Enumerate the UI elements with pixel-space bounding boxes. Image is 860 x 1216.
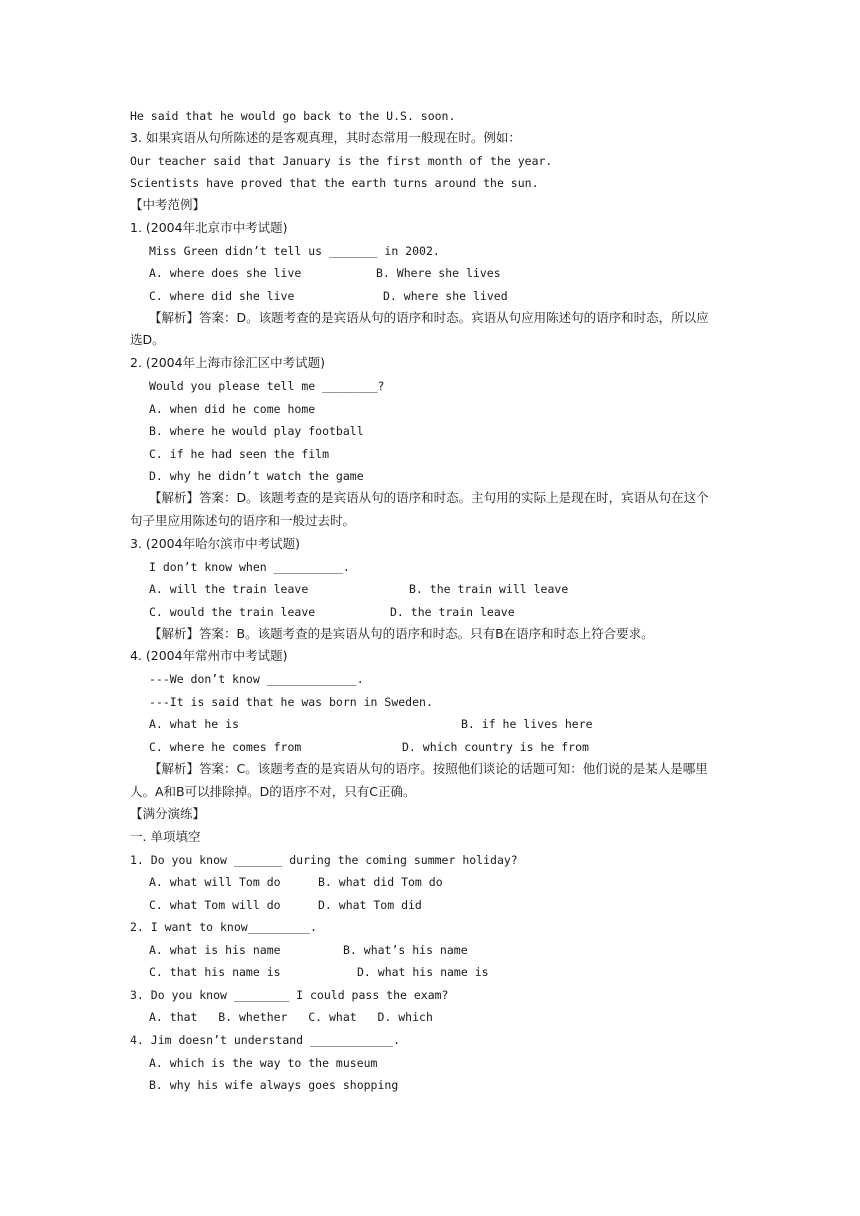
- option-b: B. what did Tom do: [318, 875, 443, 889]
- option-b: B. Where she lives: [376, 266, 501, 280]
- option-a: A. what is his name: [149, 943, 281, 957]
- dialogue-line: ---It is said that he was born in Sweden.: [149, 695, 433, 709]
- answer-analysis-cont: 选D。: [130, 332, 165, 347]
- answer-analysis: 【解析】答案：D。该题考查的是宾语从句的语序和时态。主句用的实际上是现在时，宾语从句在这个: [149, 490, 709, 505]
- option-c: C. that his name is: [149, 965, 281, 979]
- question-source: 4. (2004年常州市中考试题): [130, 648, 288, 663]
- option-a: A. what will Tom do: [149, 875, 281, 889]
- question-stem: 2. I want to know_________.: [130, 920, 317, 934]
- options-row: A. that B. whether C. what D. which: [149, 1010, 433, 1024]
- dialogue-line: ---We don’t know _____________.: [149, 672, 364, 686]
- answer-analysis: 【解析】答案：C。该题考查的是宾语从句的语序。按照他们谈论的话题可知：他们说的是某人是哪里: [149, 761, 708, 776]
- option-a: A. will the train leave: [149, 582, 309, 596]
- option-d: D. why he didn’t watch the game: [149, 469, 364, 483]
- question-stem: I don’t know when __________.: [149, 560, 350, 574]
- example-sentence: Scientists have proved that the earth turns around the sun.: [130, 176, 539, 190]
- question-stem: 4. Jim doesn’t understand ____________.: [130, 1033, 401, 1047]
- option-d: D. what Tom did: [318, 898, 422, 912]
- answer-analysis: 【解析】答案：B。该题考查的是宾语从句的语序和时态。只有B在语序和时态上符合要求。: [149, 626, 654, 641]
- option-c: C. where he comes from: [149, 740, 302, 754]
- option-d: D. where she lived: [383, 289, 508, 303]
- option-d: D. the train leave: [390, 605, 515, 619]
- example-sentence: Our teacher said that January is the first month of the year.: [130, 154, 553, 168]
- question-stem: Would you please tell me ________?: [149, 379, 385, 393]
- example-sentence: He said that he would go back to the U.S. soon.: [130, 109, 456, 123]
- option-b: B. the train will leave: [409, 582, 569, 596]
- section-heading-practice: 【满分演练】: [130, 806, 206, 821]
- option-b: B. what’s his name: [343, 943, 468, 957]
- question-source: 2. (2004年上海市徐汇区中考试题): [130, 355, 325, 370]
- grammar-rule-3: 3. 如果宾语从句所陈述的是客观真理，其时态常用一般现在时。例如：: [130, 130, 521, 145]
- answer-analysis: 【解析】答案：D。该题考查的是宾语从句的语序和时态。宾语从句应用陈述句的语序和时态，所以应: [149, 310, 709, 325]
- option-b: B. where he would play football: [149, 424, 364, 438]
- subheading-multiple-choice: 一. 单项填空: [130, 829, 201, 844]
- question-stem: 3. Do you know ________ I could pass the exam?: [130, 988, 449, 1002]
- option-c: C. what Tom will do: [149, 898, 281, 912]
- option-d: D. which country is he from: [402, 740, 589, 754]
- question-source: 3. (2004年哈尔滨市中考试题): [130, 536, 300, 551]
- option-d: D. what his name is: [357, 965, 489, 979]
- question-stem: Miss Green didn’t tell us _______ in 2002.: [149, 244, 440, 258]
- option-c: C. where did she live: [149, 289, 295, 303]
- option-c: C. would the train leave: [149, 605, 316, 619]
- option-b: B. why his wife always goes shopping: [149, 1078, 399, 1092]
- answer-analysis-cont: 人。A和B可以排除掉。D的语序不对，只有C正确。: [130, 784, 416, 799]
- option-a: A. when did he come home: [149, 402, 316, 416]
- answer-analysis-cont: 句子里应用陈述句的语序和一般过去时。: [130, 513, 356, 528]
- question-stem: 1. Do you know _______ during the coming summer holiday?: [130, 853, 518, 867]
- option-c: C. if he had seen the film: [149, 447, 330, 461]
- option-a: A. where does she live: [149, 266, 302, 280]
- question-source: 1. (2004年北京市中考试题): [130, 220, 288, 235]
- section-heading-examples: 【中考范例】: [130, 197, 206, 212]
- option-b: B. if he lives here: [461, 717, 593, 731]
- option-a: A. what he is: [149, 717, 240, 731]
- option-a: A. which is the way to the museum: [149, 1056, 378, 1070]
